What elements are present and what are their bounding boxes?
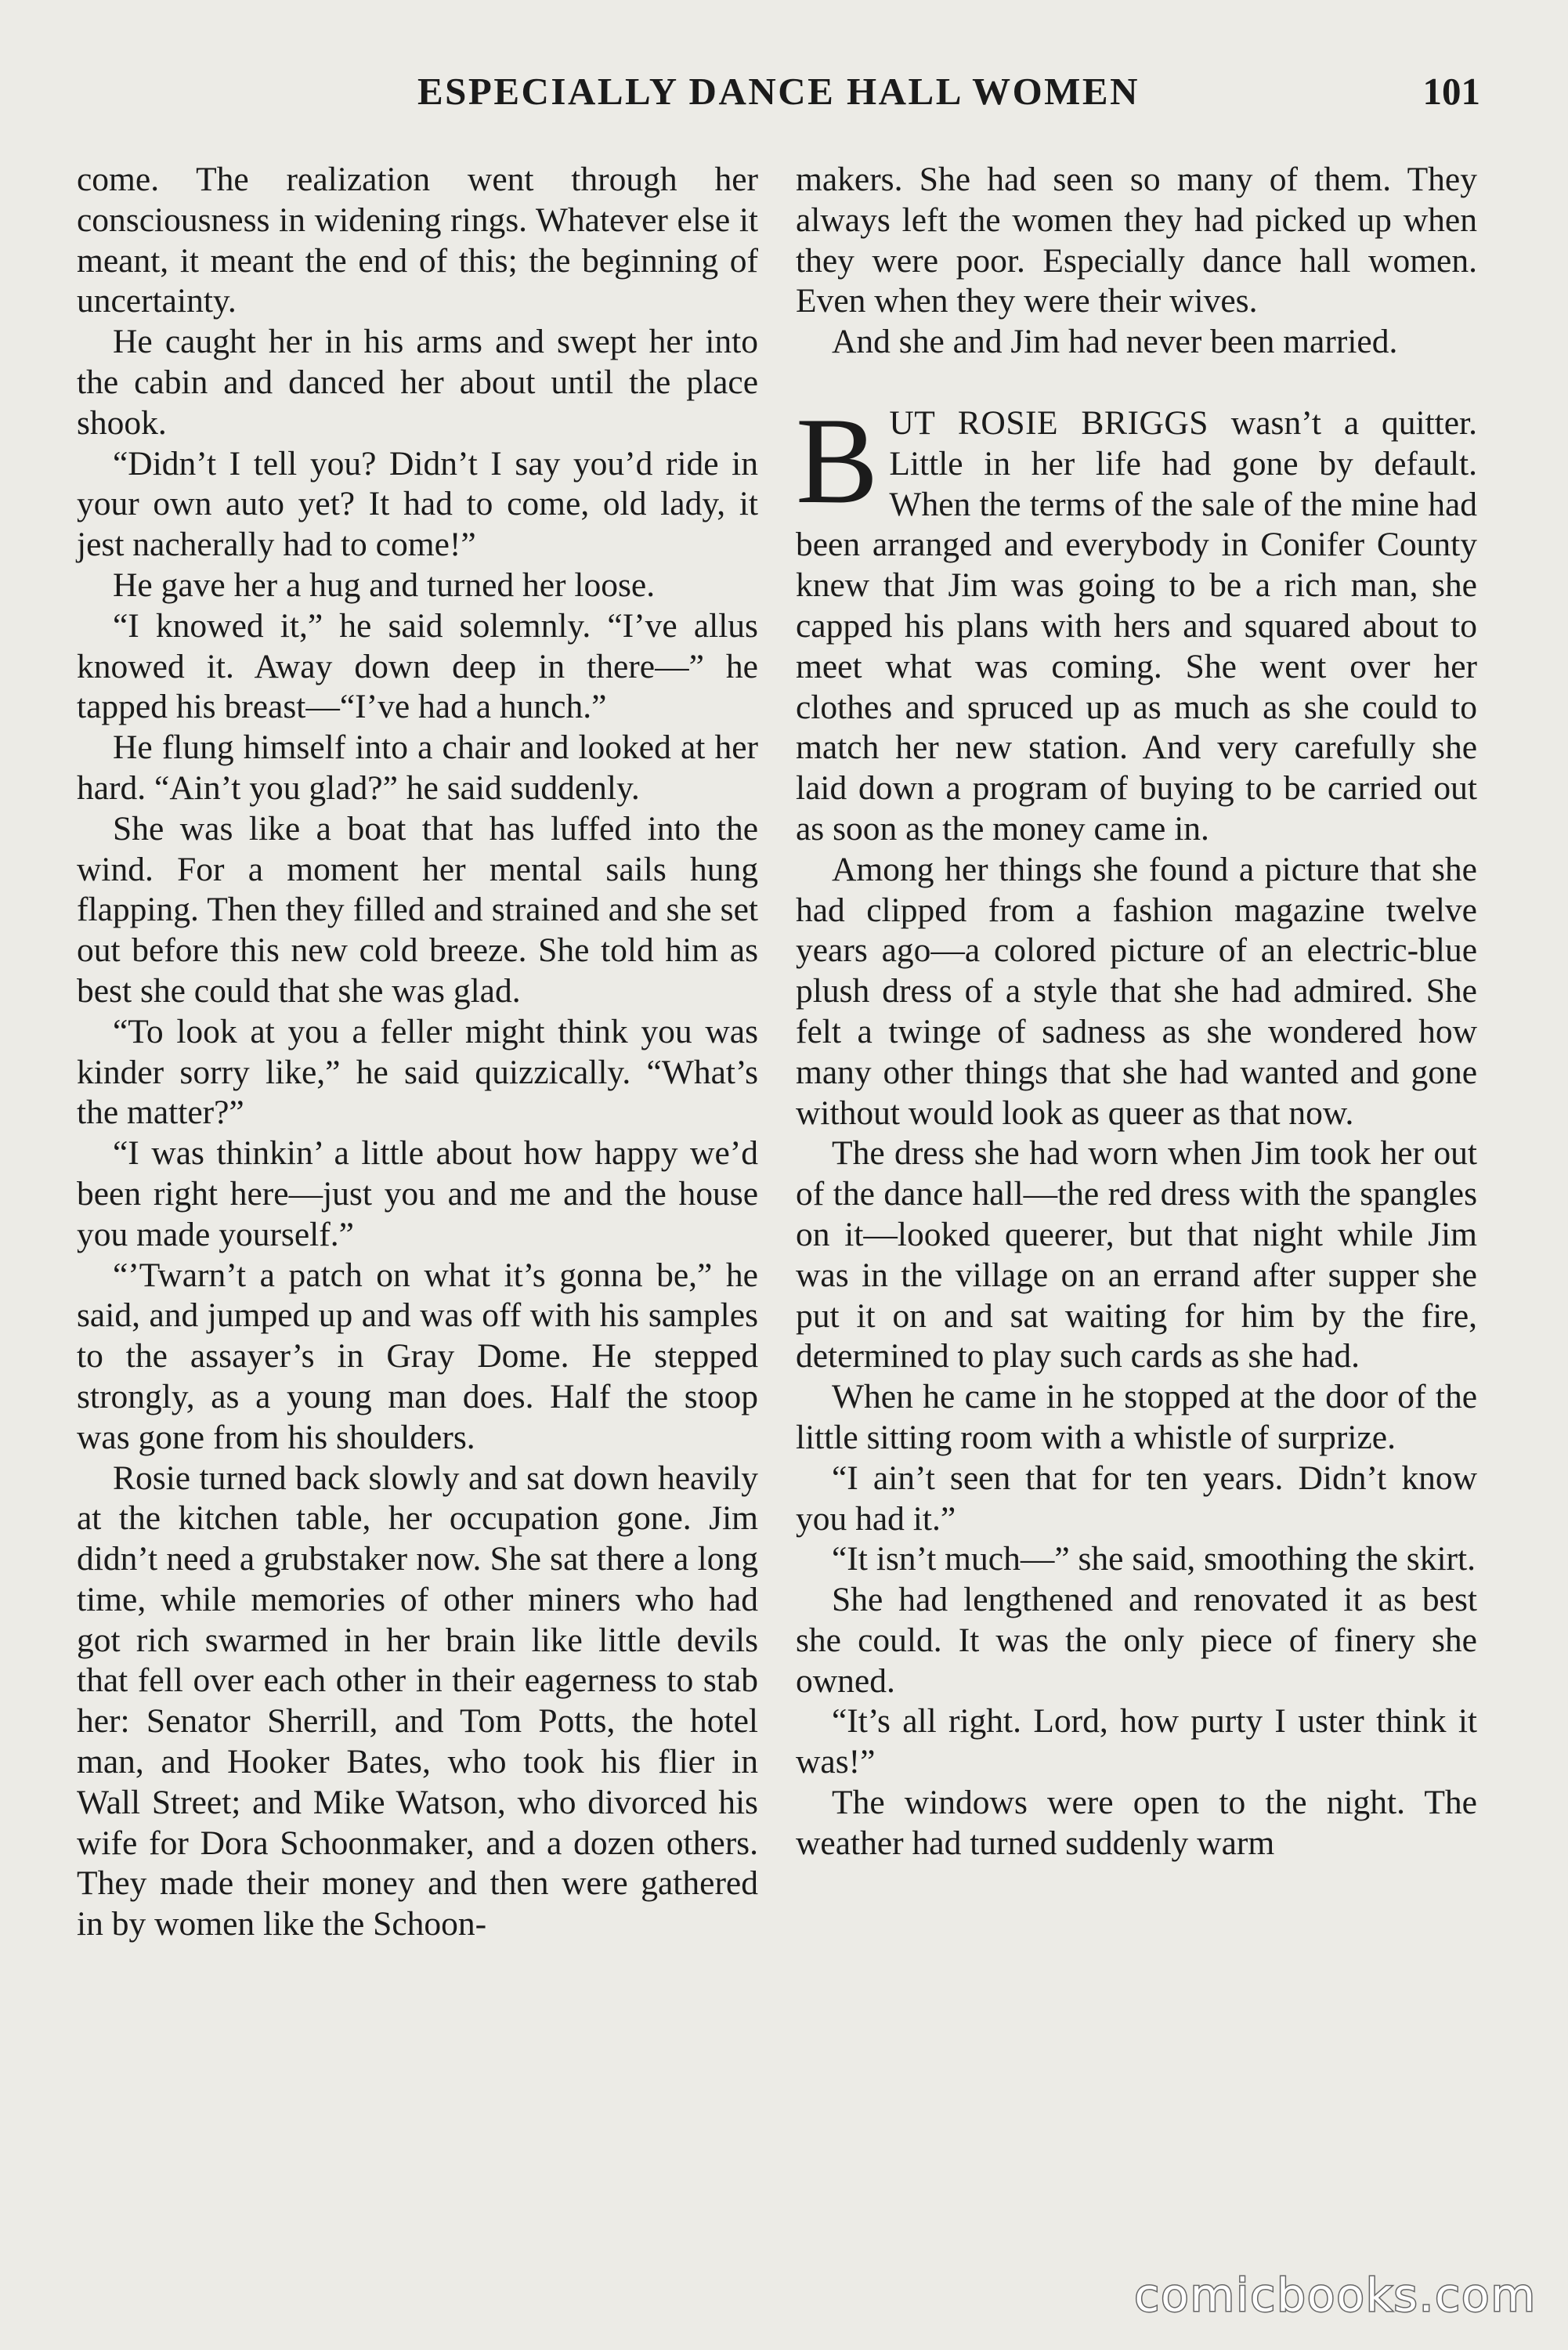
- section-opening-paragraph: [796, 392, 1477, 850]
- section-break: [796, 363, 1477, 403]
- paragraph: “I knowed it,” he said solemnly. “I’ve allus knowed it. Away down deep in there—” he tapped his breast—“I’ve had a hunch.”: [77, 606, 758, 726]
- paragraph: “Didn’t I tell you? Didn’t I say you’d ride in your own auto yet? It had to come, old lady, it jest nacherally had to come!”: [77, 444, 758, 564]
- paragraph: And she and Jim had never been married.: [832, 323, 1398, 361]
- paragraph: The windows were open to the night. The weather had turned suddenly warm: [796, 1784, 1477, 1862]
- left-column: [77, 160, 758, 1945]
- paragraph: Rosie turned back slowly and sat down heavily at the kitchen table, her occupation gone. Jim didn’t need a grubstaker now. She sat there a long time, while memories of other miners who had got rich swarmed in her brain like little devils that fell over each other in their eagerness to stab her: Senator Sherrill, and Tom Potts, the hotel man, and Hooker Bates, who took his flier in Wall Street; and Mike Watson, who divorced his wife for Dora Schoonmaker, and a dozen others. They made their money and then were gathered in by women like the Schoon-: [77, 1459, 758, 1943]
- paragraph: When he came in he stopped at the door of the little sitting room with a whistle of surprize.: [796, 1378, 1477, 1456]
- paragraph: She was like a boat that has luffed into the wind. For a moment her mental sails hung flapping. Then they filled and strained and she set out before this new cold breeze. She told him as best she could that she was glad.: [77, 809, 758, 1010]
- paragraph-text: wasn’t a quitter. Little in her life had gone by default. When the terms of the sale of the mine had been arranged and everybody in Conifer County knew that Jim was going to be a rich man, she capped his plans with hers and squared about to meet what was coming. She went over her clothes and spruced up as much as she could to match her new station. And very carefully she laid down a program of buying to be carried out as soon as the money came in.: [796, 403, 1477, 848]
- paragraph: “To look at you a feller might think you was kinder sorry like,” he said quizzically. “What’s the matter?”: [77, 1012, 758, 1132]
- paragraph: He gave her a hug and turned her loose.: [113, 566, 656, 604]
- paragraph: come. The realization went through her consciousness in widening rings. Whatever else it meant, it meant the end of this; the beginning of uncertainty.: [77, 161, 758, 320]
- running-header: [77, 69, 1480, 124]
- paragraph: She had lengthened and renovated it as best she could. It was the only piece of finery she owned.: [796, 1581, 1477, 1700]
- page-number: 101: [1422, 70, 1480, 113]
- small-caps-lead: UT ROSIE BRIGGS: [889, 403, 1209, 442]
- right-column: [796, 160, 1477, 1864]
- drop-cap: B: [796, 392, 879, 530]
- paragraph: “It isn’t much—” she said, smoothing the skirt.: [832, 1540, 1476, 1578]
- paragraph: He caught her in his arms and swept her into the cabin and danced her about until the place shook.: [77, 323, 758, 442]
- paragraph: “’Twarn’t a patch on what it’s gonna be,” he said, and jumped up and was off with his samples to the assayer’s in Gray Dome. He stepped strongly, as a young man does. Half the stoop was gone from his shoulders.: [77, 1256, 758, 1456]
- paragraph: makers. She had seen so many of them. They always left the women they had picked up when they were poor. Especially dance hall women. Even when they were their wives.: [796, 161, 1477, 320]
- paragraph: The dress she had worn when Jim took her out of the dance hall—the red dress with the spangles on it—looked queerer, but that night while Jim was in the village on an errand after supper she put it on and sat waiting for him by the fire, determined to play such cards as she had.: [796, 1134, 1477, 1376]
- paragraph: “I was thinkin’ a little about how happy we’d been right here—just you and me and the house you made yourself.”: [77, 1134, 758, 1253]
- paragraph: He flung himself into a chair and looked at her hard. “Ain’t you glad?” he said suddenly.: [77, 728, 758, 807]
- paragraph: “I ain’t seen that for ten years. Didn’t know you had it.”: [796, 1459, 1477, 1538]
- watermark: comicbooks.com: [1134, 2269, 1537, 2322]
- paragraph: “It’s all right. Lord, how purty I uster think it was!”: [796, 1702, 1477, 1781]
- running-title: ESPECIALLY DANCE HALL WOMEN: [417, 70, 1140, 113]
- paragraph: Among her things she found a picture that she had clipped from a fashion magazine twelve years ago—a colored picture of an electric-blue plush dress of a style that she had admired. She felt a twinge of sadness as she wondered how many other things that she had wanted and gone without would look as queer as that now.: [796, 850, 1477, 1132]
